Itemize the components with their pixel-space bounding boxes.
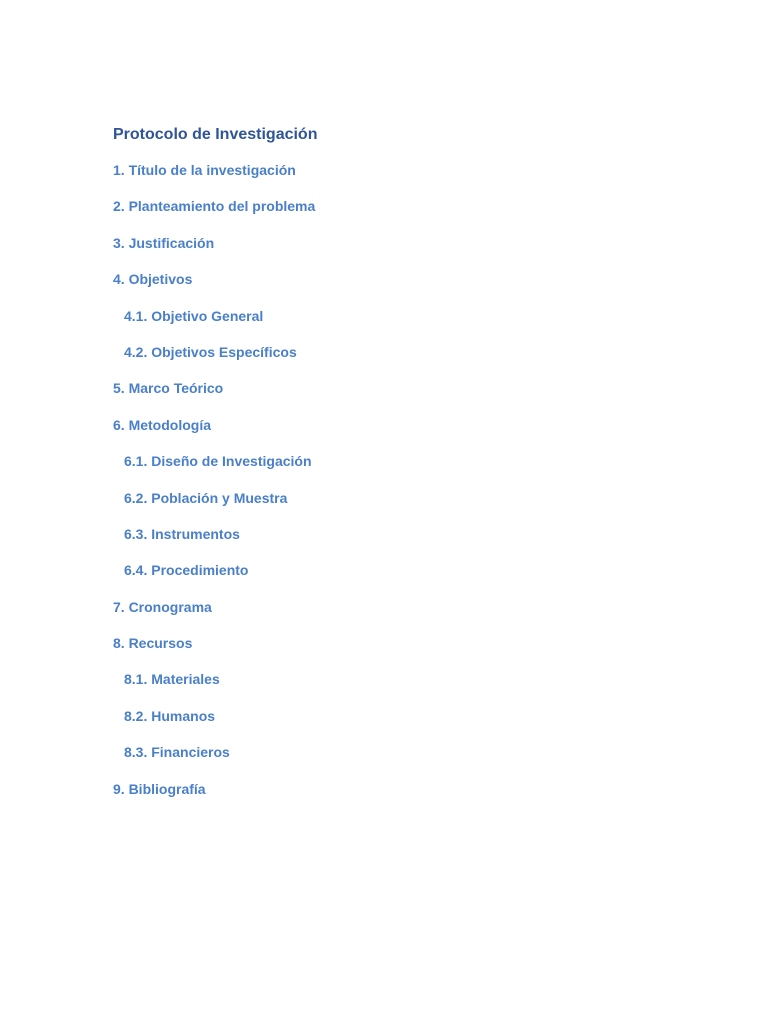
toc-entry-humanos[interactable]: 8.2. Humanos	[124, 707, 216, 724]
toc-entry-marco-teorico[interactable]: 5. Marco Teórico	[113, 380, 224, 397]
toc-entry-procedimiento[interactable]: 6.4. Procedimiento	[124, 562, 249, 579]
toc-entry-objetivo-general[interactable]: 4.1. Objetivo General	[124, 307, 264, 324]
toc-entry-justificacion[interactable]: 3. Justificación	[113, 234, 215, 251]
toc-list	[113, 160, 673, 799]
toc-entry-diseno[interactable]: 6.1. Diseño de Investigación	[124, 453, 312, 470]
table-of-contents	[113, 124, 673, 815]
toc-entry-objetivos[interactable]: 4. Objetivos	[113, 271, 193, 288]
toc-entry-financieros[interactable]: 8.3. Financieros	[124, 744, 230, 761]
toc-entry-recursos[interactable]: 8. Recursos	[113, 635, 193, 652]
document-title: Protocolo de Investigación	[113, 126, 318, 143]
toc-entry-instrumentos[interactable]: 6.3. Instrumentos	[124, 525, 240, 542]
toc-entry-planteamiento[interactable]: 2. Planteamiento del problema	[113, 198, 316, 215]
toc-entry-poblacion-muestra[interactable]: 6.2. Población y Muestra	[124, 489, 288, 506]
toc-entry-materiales[interactable]: 8.1. Materiales	[124, 671, 220, 688]
toc-entry-metodologia[interactable]: 6. Metodología	[113, 416, 211, 433]
toc-entry-objetivos-especificos[interactable]: 4.2. Objetivos Específicos	[124, 343, 297, 360]
toc-entry-titulo[interactable]: 1. Título de la investigación	[113, 162, 296, 178]
toc-entry-bibliografia[interactable]: 9. Bibliografía	[113, 780, 206, 797]
toc-entry-cronograma[interactable]: 7. Cronograma	[113, 598, 212, 615]
